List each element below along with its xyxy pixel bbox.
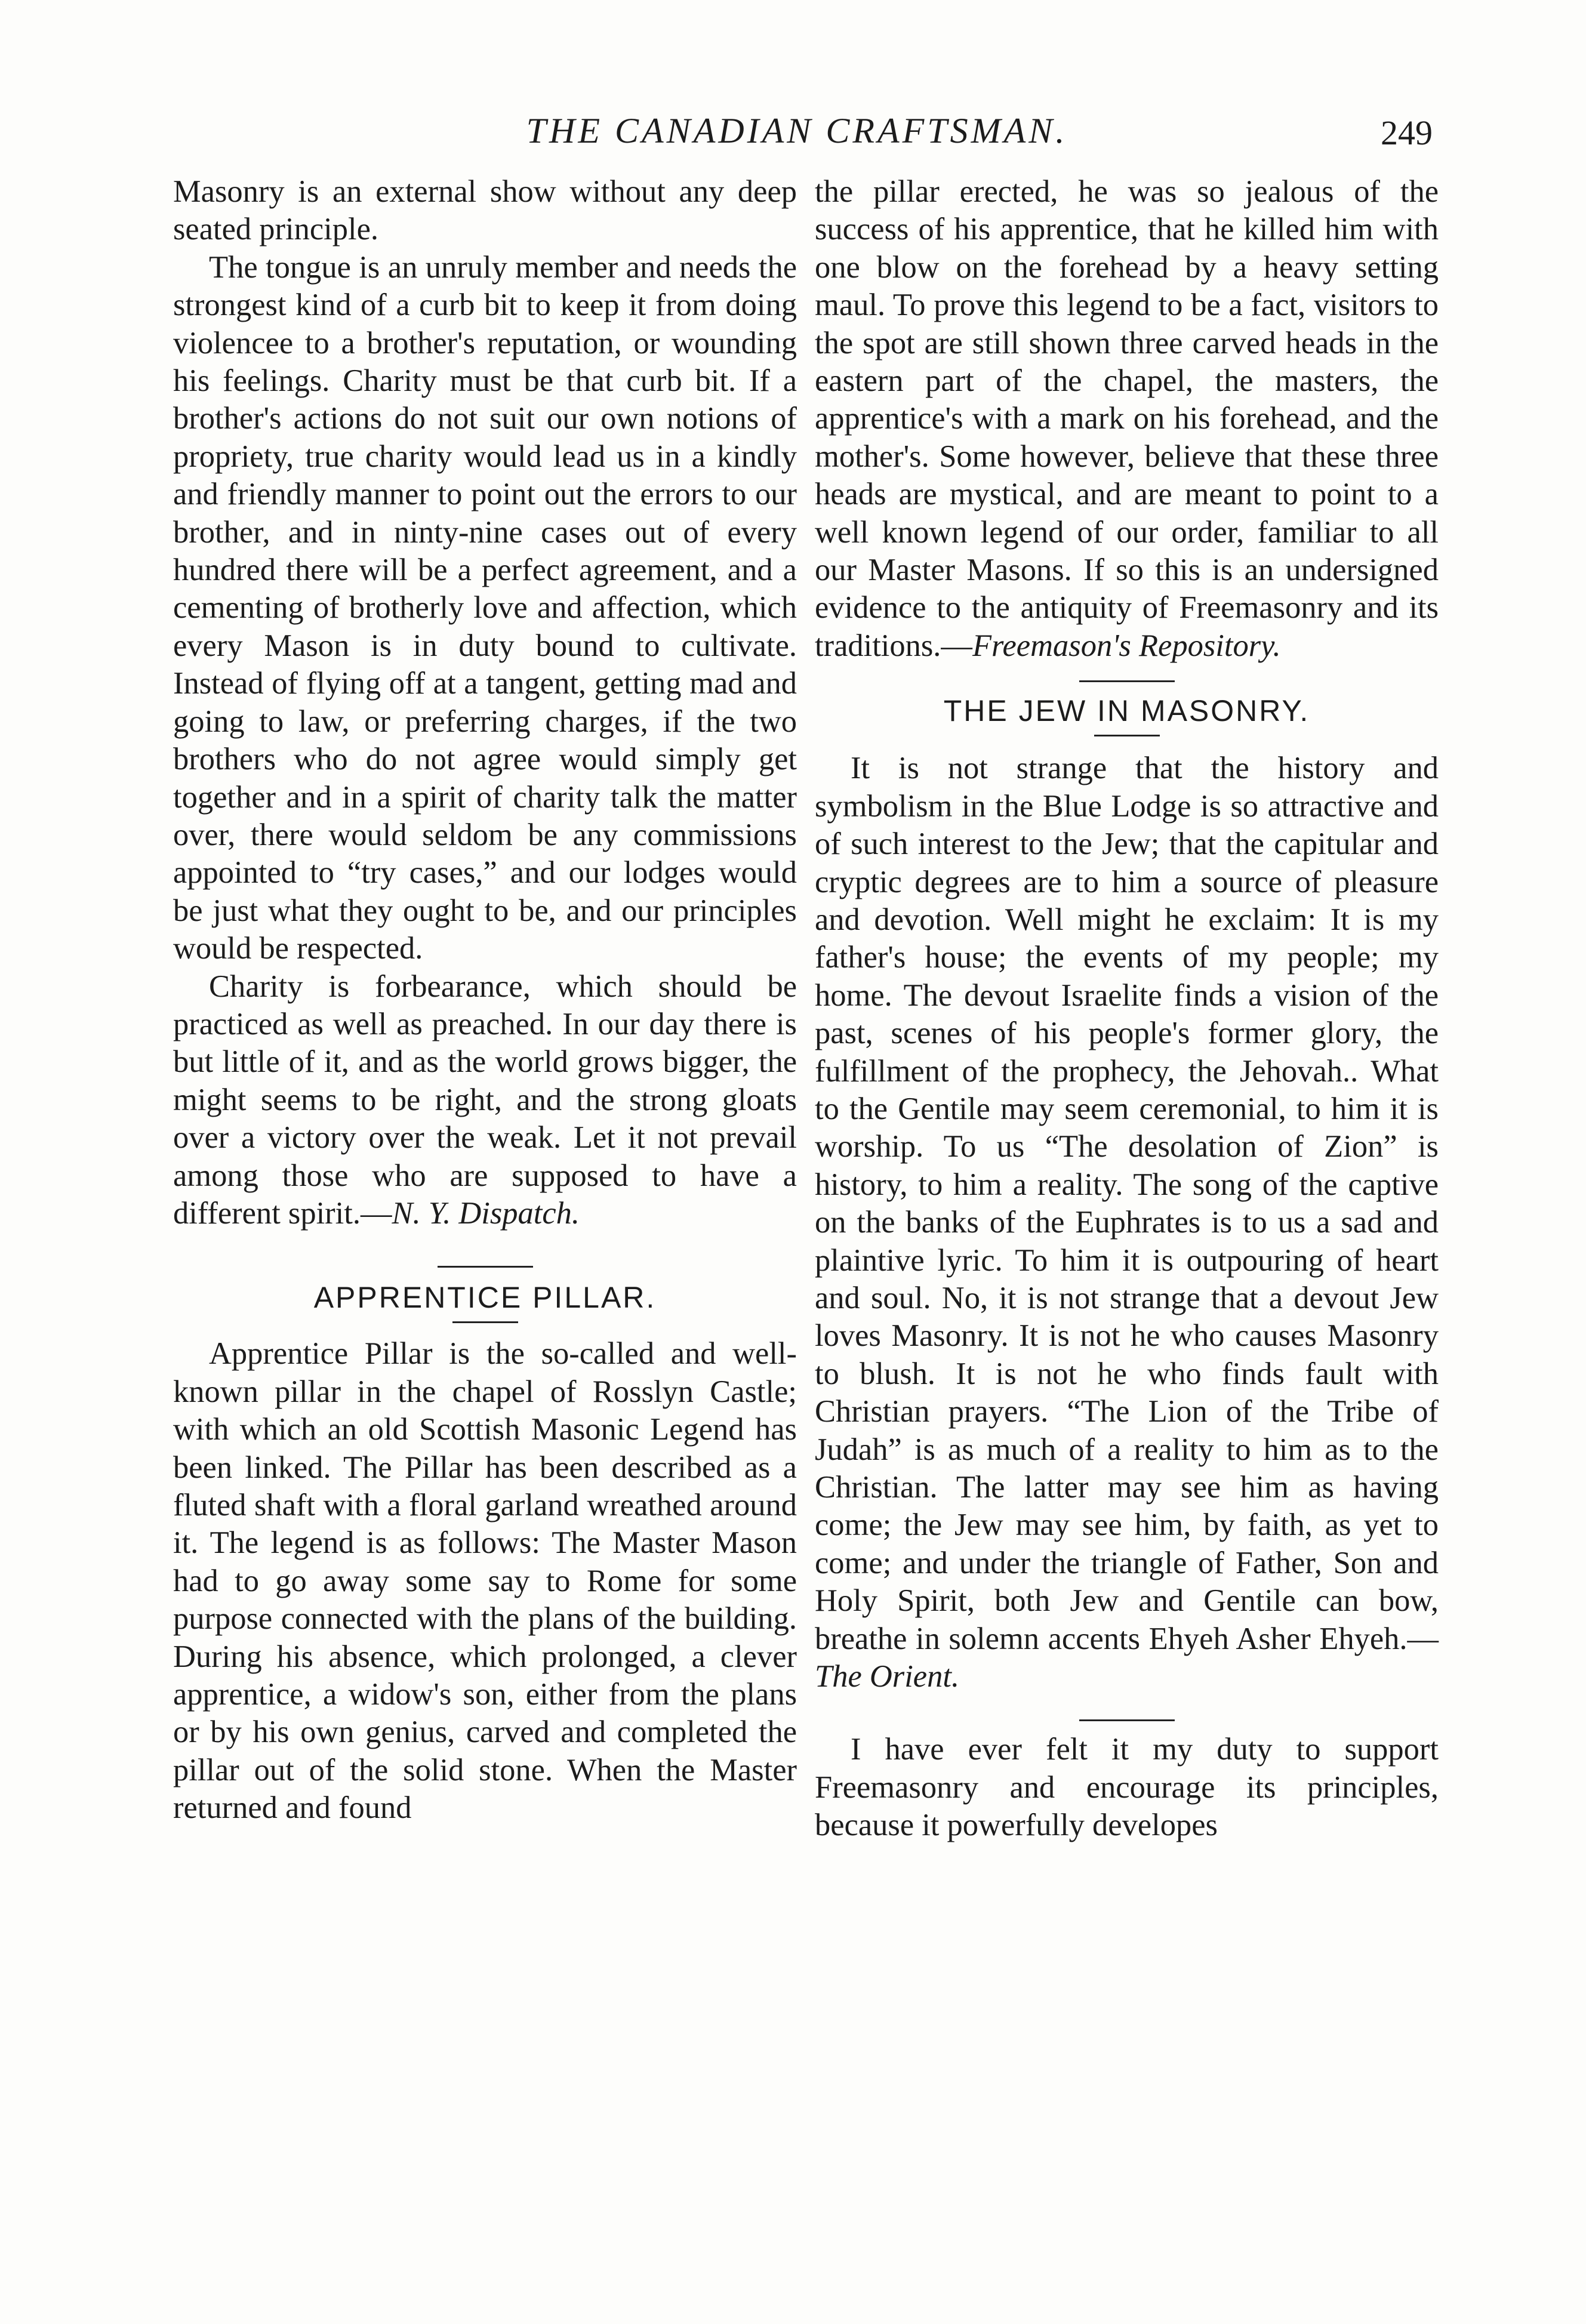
page-number: 249 [1381, 113, 1433, 152]
running-head [161, 104, 1433, 158]
jew-source: The Orient. [815, 1659, 960, 1694]
apprentice-pillar-paragraph: Apprentice Pillar is the so-called and well-known pillar in the chapel of Rosslyn Castle; with which an old Scottish Masonic Legend has been linked. The Pillar has been described as a fluted shaft with a floral garland wreathed around it. The legend is as follows: The Master Mason had to go away some say to Rome for some purpose connected with the plans of the building. During his absence, which prolonged, a clever apprentice, a widow's son, either from the plans or by his own genius, carved and completed the pillar out of the solid stone. When the Master returned and found [173, 1336, 797, 1826]
freemasonry-support-paragraph: I have ever felt it my duty to support Freemasonry and encourage its principles, because it powerfully developes [815, 1732, 1439, 1843]
apprentice-source: Freemason's Repository. [972, 628, 1281, 663]
jew-in-masonry-text: It is not strange that the history and symbolism in the Blue Lodge is so attractive and of such interest to the Jew; that the capitular and cryptic degrees are to him a source of pleasure and devotion. Well might he exclaim: It is my father's house; the events of my people; my home. The devout Israelite finds a vision of the past, scenes of his people's former glory, the fulfillment of the prophecy, the Jehovah.. What to the Gentile may seem ceremonial, to him it is worship. To us “The desolation of Zion” is history, to him a reality. The song of the captive on the banks of the Euphrates is to us a sad and plaintive lyric. To him it is outpouring of heart and soul. No, it is not strange that a devout Jew loves Masonry. It is not he who causes Masonry to blush. It is not he who finds fault with Christian prayers. “The Lion of the Tribe of Judah” is as much of a reality to him as to the Christian. The latter may see him as having come; the Jew may see him, by faith, as yet to come; and under the triangle of Father, Son and Holy Spirit, both Jew and Gentile can bow, breathe in solemn accents Ehyeh Asher Ehyeh.— [815, 751, 1439, 1656]
charity-paragraph-1: Masonry is an external show without any deep seated principle. [173, 174, 797, 247]
charity-paragraph-3-text: Charity is forbearance, which should be practiced as well as preached. In our day there is but little of it, and as the world grows bigger, the might seems to be right, and the strong gloats over a victory over the weak. Let it not prevail among those who are supposed to have a different spirit.— [173, 969, 797, 1231]
running-title: THE CANADIAN CRAFTSMAN. [526, 111, 1068, 150]
jew-in-masonry-paragraph [815, 750, 1439, 1696]
right-column [815, 173, 1439, 1845]
charity-source: N. Y. Dispatch. [392, 1195, 580, 1231]
left-column [173, 173, 797, 1827]
charity-paragraph-2: The tongue is an unruly member and needs the strongest kind of a curb bit to keep it from doing violencee to a brother's reputation, or wounding his feelings. Charity must be that curb bit. If a brother's actions do not suit our own notions of propriety, true charity would lead us in a kindly and friendly manner to point out the errors to our brother, and in ninty-nine cases out of every hundred there will be a perfect agreement, and a cementing of brotherly love and affection, which every Mason is in duty bound to cultivate. Instead of flying off at a tangent, getting mad and going to law, or preferring charges, if the two brothers who do not agree would simply get together and in a spirit of charity talk the matter over, there would seldom be any commissions appointed to “try cases,” and our lodges would be just what they ought to be, and our principles would be respected. [173, 249, 797, 966]
apprentice-pillar-continued-text: the pillar erected, he was so jealous of the success of his apprentice, that he killed him with one blow on the forehead by a heavy setting maul. To prove this legend to be a fact, visitors to the spot are still shown three carved heads in the eastern part of the chapel, the masters, the apprentice's with a mark on his forehead, and the mother's. Some however, believe that these three heads are mystical, and are meant to point to a well known legend of our order, familiar to all our Master Masons. If so this is an undersigned evidence to the antiquity of Freemasonry and its traditions.— [815, 174, 1439, 663]
apprentice-pillar-continued [815, 173, 1439, 665]
jew-in-masonry-title: THE JEW IN MASONRY. [943, 694, 1310, 728]
apprentice-pillar-title: APPRENTICE PILLAR. [313, 1281, 657, 1315]
charity-paragraph-3 [173, 968, 797, 1233]
